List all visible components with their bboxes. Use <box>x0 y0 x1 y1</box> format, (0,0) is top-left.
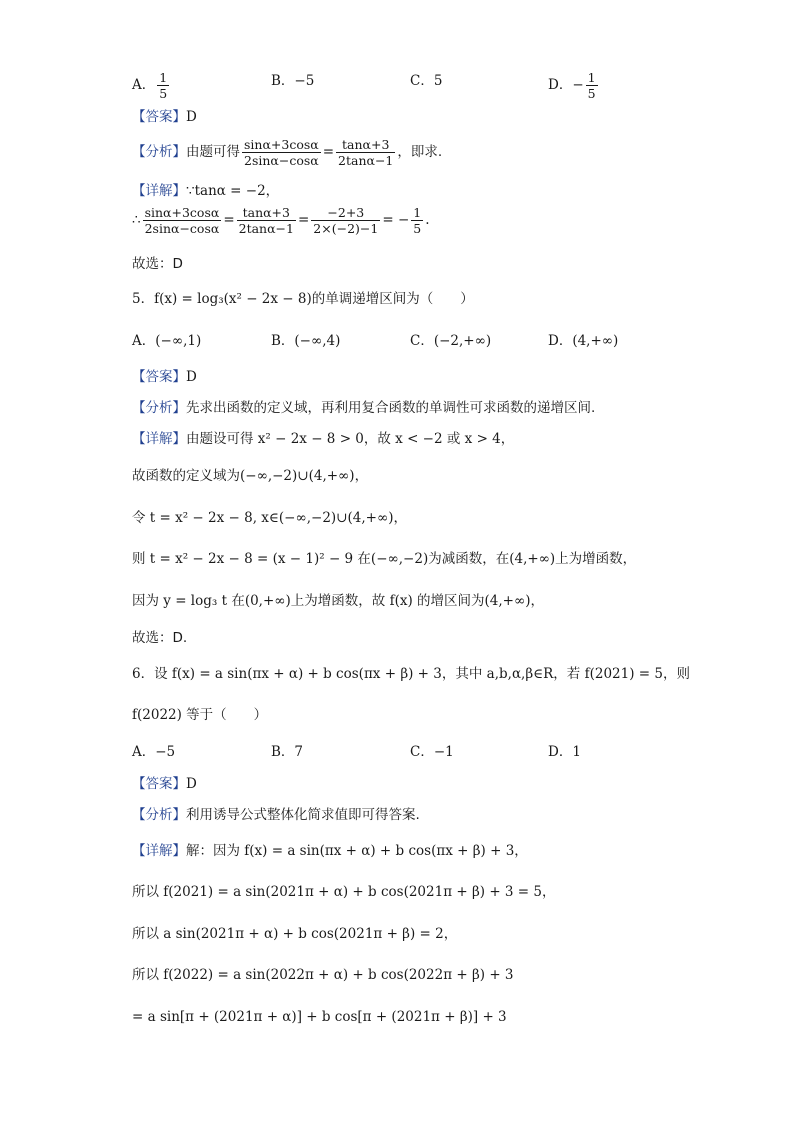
q4-detail-2-eq-1: = <box>223 212 235 228</box>
q4-option-c: C．5 <box>410 73 443 89</box>
q5-option-c: C．(−2,+∞) <box>410 333 492 349</box>
q5-conclusion: 故选：D. <box>132 630 188 646</box>
q4-detail-2-fraction-1 <box>143 205 222 236</box>
q5-detail-1-text: 由题设可得 x² − 2x − 8 > 0，故 x < −2 或 x > 4， <box>186 431 515 447</box>
q4-detail-2-pre: ∴ <box>132 212 141 228</box>
q4-analysis-f2-den: 2tanα−1 <box>338 153 394 168</box>
q6-option-a: A．−5 <box>132 744 176 760</box>
q4-analysis-eq: = <box>322 144 335 160</box>
q4-detail-2-fraction-4 <box>411 205 423 236</box>
q4-detail-2-f2-num: tanα+3 <box>237 205 296 221</box>
q4-analysis-f1-num: sinα+3cosα <box>244 137 319 152</box>
q4-detail-2-eq-2: = <box>297 212 310 228</box>
q6-analysis <box>132 806 420 824</box>
q5-analysis <box>132 399 595 417</box>
q6-detail-tag: 【详解】 <box>132 843 186 859</box>
q4-detail-2 <box>132 205 430 236</box>
q4-detail-2-fraction-3 <box>311 205 380 236</box>
q4-option-d-denominator: 5 <box>587 86 596 101</box>
q6-analysis-text: 利用诱导公式整体化简求值即可得答案. <box>186 807 420 823</box>
q4-option-d-numerator: 1 <box>587 70 596 85</box>
q4-detail-1-text: ∵tanα = −2， <box>186 183 280 199</box>
q5-stem: 5．f(x) = log₃(x² − 2x − 8)的单调递增区间为（ ） <box>132 291 474 307</box>
q4-answer-value: D <box>186 109 197 125</box>
q6-detail-4: 所以 f(2022) = a sin(2022π + α) + b cos(2022π + β) + 3 <box>132 967 514 983</box>
q4-option-a-numerator: 1 <box>159 70 168 85</box>
q6-answer-tag: 【答案】 <box>132 776 186 792</box>
q4-analysis-fraction-2 <box>336 137 395 168</box>
q4-detail-2-f1-den: 2sinα−cosα <box>144 221 220 236</box>
q4-analysis-f2-num: tanα+3 <box>336 137 395 153</box>
q4-option-d <box>548 70 600 101</box>
q4-option-d-fraction <box>586 70 598 101</box>
q5-answer <box>132 368 197 386</box>
q6-detail-1 <box>132 842 528 860</box>
q4-analysis-f1-den: 2sinα−cosα <box>244 153 319 168</box>
q6-stem-1: 6．设 f(x) = a sin(πx + α) + b cos(πx + β) + 3，其中 a,b,α,β∈R，若 f(2021) = 5，则 <box>132 666 690 682</box>
q5-detail-3: 令 t = x² − 2x − 8, x∈(−∞,−2)∪(4,+∞)， <box>132 510 407 526</box>
q6-option-b: B．7 <box>271 744 304 760</box>
q4-detail-2-f2-den: 2tanα−1 <box>238 221 294 236</box>
q4-conclusion: 故选：D <box>132 256 183 272</box>
q6-option-c: C．−1 <box>410 744 454 760</box>
q4-detail-2-end: . <box>425 212 430 228</box>
q6-detail-5: = a sin[π + (2021π + α)] + b cos[π + (2021π + β)] + 3 <box>132 1009 507 1025</box>
q6-answer-value: D <box>186 776 197 792</box>
q5-analysis-text: 先求出函数的定义域，再利用复合函数的单调性可求函数的递增区间. <box>186 400 596 416</box>
q6-option-d: D．1 <box>548 744 581 760</box>
q5-detail-5: 因为 y = log₃ t 在(0,+∞)上为增函数，故 f(x) 的增区间为(4,+∞)， <box>132 593 544 609</box>
q5-answer-tag: 【答案】 <box>132 369 186 385</box>
q5-analysis-tag: 【分析】 <box>132 400 186 416</box>
q6-detail-1-text: 解：因为 f(x) = a sin(πx + α) + b cos(πx + β) + 3， <box>186 843 528 859</box>
q5-detail-1 <box>132 430 514 448</box>
q4-detail-2-eq-neg: = − <box>382 212 410 228</box>
q5-detail-4: 则 t = x² − 2x − 8 = (x − 1)² − 9 在(−∞,−2)为减函数，在(4,+∞)上为增函数， <box>132 551 637 567</box>
q4-answer <box>132 108 197 126</box>
q4-option-a-fraction <box>157 70 169 101</box>
q4-detail-2-f3-num: −2+3 <box>311 205 380 221</box>
q6-stem-2: f(2022) 等于（ ） <box>132 707 268 723</box>
q4-analysis-fraction-1 <box>242 137 321 168</box>
q4-option-a-denominator: 5 <box>159 86 168 101</box>
q4-option-d-label: D．− <box>548 77 584 93</box>
q5-detail-2: 故函数的定义域为(−∞,−2)∪(4,+∞)， <box>132 468 369 484</box>
q6-analysis-tag: 【分析】 <box>132 807 186 823</box>
q4-detail-1 <box>132 182 279 200</box>
q4-answer-tag: 【答案】 <box>132 109 186 125</box>
q4-analysis-tag: 【分析】 <box>132 144 186 160</box>
q5-answer-value: D <box>186 369 197 385</box>
q4-detail-2-f3-den: 2×(−2)−1 <box>313 221 379 236</box>
q6-detail-2: 所以 f(2021) = a sin(2021π + α) + b cos(2021π + β) + 3 = 5， <box>132 884 556 900</box>
q5-option-a: A．(−∞,1) <box>132 333 202 349</box>
q4-option-a <box>132 70 171 101</box>
q6-detail-3: 所以 a sin(2021π + α) + b cos(2021π + β) = 2， <box>132 926 458 942</box>
q4-analysis-pre: 由题可得 <box>186 144 240 160</box>
q4-detail-2-f1-num: sinα+3cosα <box>144 205 220 220</box>
q4-detail-2-f4-num: 1 <box>413 205 422 220</box>
q5-detail-tag: 【详解】 <box>132 431 186 447</box>
q4-analysis-post: ，即求. <box>397 144 443 160</box>
q5-option-b: B．(−∞,4) <box>271 333 341 349</box>
q4-detail-tag: 【详解】 <box>132 183 186 199</box>
q4-option-b: B．−5 <box>271 73 315 89</box>
q4-option-a-label: A． <box>132 77 156 93</box>
q4-detail-2-fraction-2 <box>237 205 296 236</box>
q6-answer <box>132 775 197 793</box>
q4-detail-2-f4-den: 5 <box>413 221 422 236</box>
q5-option-d: D．(4,+∞) <box>548 333 619 349</box>
q4-analysis <box>132 137 442 168</box>
